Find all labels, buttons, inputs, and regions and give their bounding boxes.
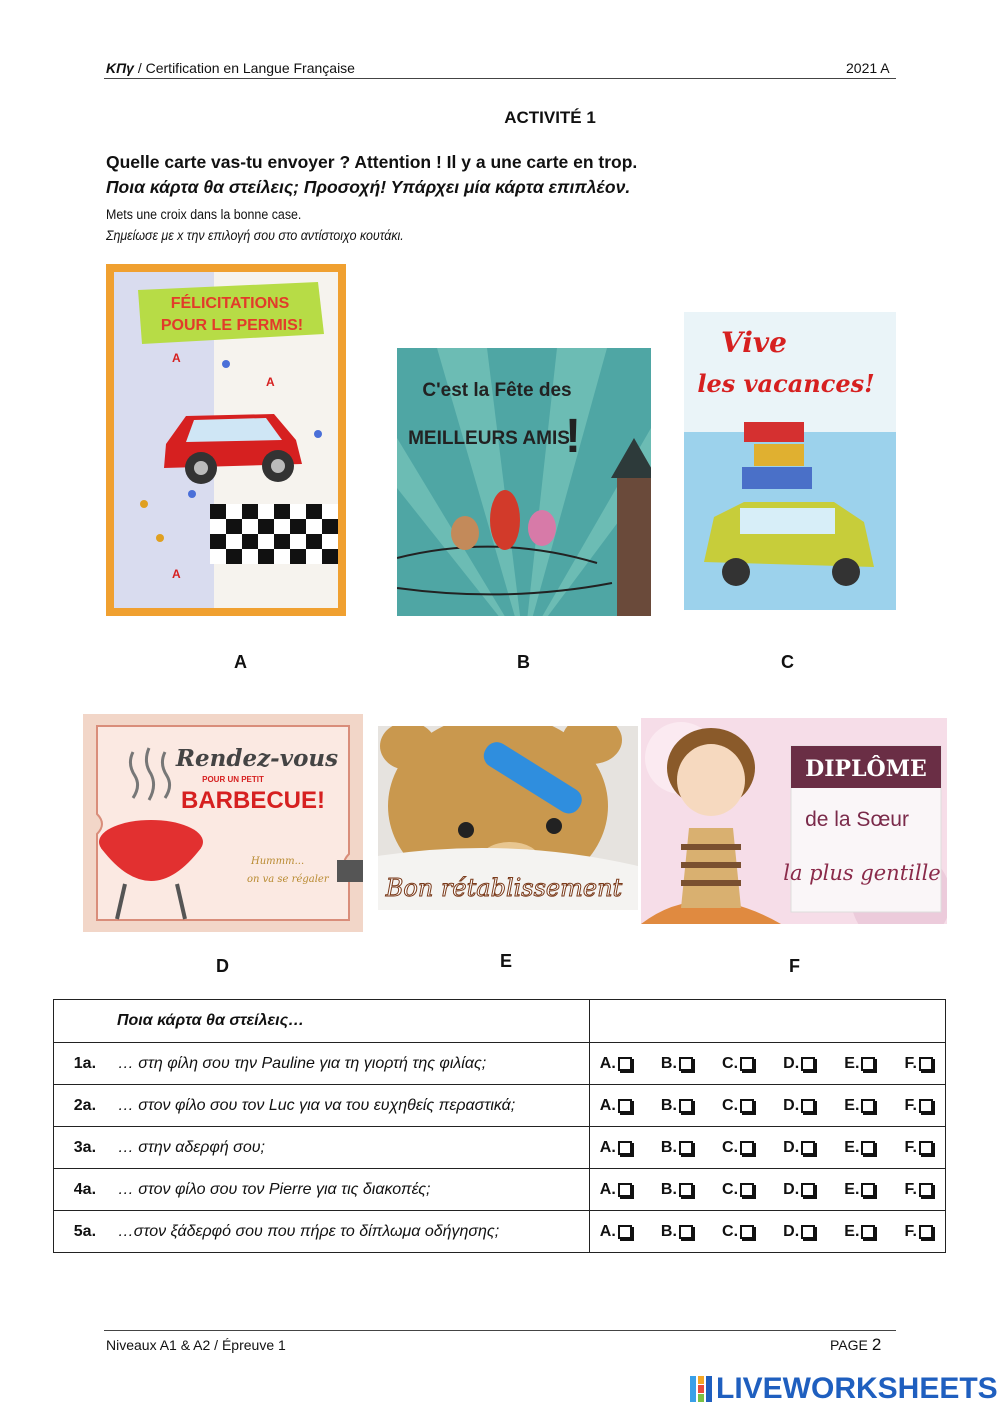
card-b-line1: C'est la Fête des bbox=[422, 380, 572, 401]
row-question-text: … στον φίλο σου τον Pierre για τις διακοπές; bbox=[116, 1169, 590, 1211]
row-options bbox=[589, 1085, 945, 1127]
card-f-line3: la plus gentille bbox=[783, 861, 941, 885]
page-number: 2 bbox=[871, 1335, 882, 1354]
option-label: E. bbox=[844, 1180, 860, 1198]
card-c-letter: C bbox=[781, 652, 794, 672]
brand-label: ΚΠγ bbox=[106, 60, 134, 76]
option-label: E. bbox=[844, 1096, 860, 1114]
row-options bbox=[589, 1043, 945, 1085]
card-d-letter: D bbox=[216, 956, 229, 976]
checkbox-icon[interactable] bbox=[679, 1141, 693, 1155]
option-label: F. bbox=[904, 1138, 917, 1156]
activity-title: ACTIVITÉ 1 bbox=[504, 108, 596, 127]
header-program bbox=[106, 60, 355, 76]
svg-text:A: A bbox=[172, 351, 181, 365]
table-header-cell bbox=[54, 1000, 590, 1043]
logo-mark-icon bbox=[690, 1376, 712, 1402]
option-label: C. bbox=[722, 1222, 739, 1240]
option-d-checkbox[interactable] bbox=[783, 1181, 815, 1199]
checkbox-icon[interactable] bbox=[919, 1057, 933, 1071]
option-label: E. bbox=[844, 1222, 860, 1240]
option-label: B. bbox=[660, 1180, 677, 1198]
checkbox-icon[interactable] bbox=[861, 1057, 875, 1071]
checkbox-icon[interactable] bbox=[679, 1057, 693, 1071]
option-a-checkbox[interactable] bbox=[600, 1055, 632, 1073]
liveworksheets-logo bbox=[690, 1372, 998, 1406]
instruction-el: Σημείωσε με x την επιλογή σου στο αντίστοιχο κουτάκι. bbox=[106, 228, 404, 243]
option-label: E. bbox=[844, 1054, 860, 1072]
row-options bbox=[589, 1169, 945, 1211]
table-row bbox=[54, 1043, 946, 1085]
row-question-text: … στην αδερφή σου; bbox=[116, 1127, 590, 1169]
option-label: B. bbox=[660, 1138, 677, 1156]
option-label: F. bbox=[904, 1222, 917, 1240]
option-b-checkbox[interactable] bbox=[661, 1223, 693, 1241]
checkbox-icon[interactable] bbox=[801, 1183, 815, 1197]
checkbox-icon[interactable] bbox=[618, 1099, 632, 1113]
checkbox-icon[interactable] bbox=[861, 1183, 875, 1197]
row-number: 4a. bbox=[54, 1169, 116, 1211]
option-b-checkbox[interactable] bbox=[661, 1055, 693, 1073]
card-d-line3: BARBECUE! bbox=[181, 787, 325, 814]
checkbox-icon[interactable] bbox=[618, 1057, 632, 1071]
table-header-row bbox=[54, 1000, 946, 1043]
card-f-letter: F bbox=[789, 956, 800, 976]
option-e-checkbox[interactable] bbox=[844, 1097, 875, 1115]
card-f-line1: DIPLÔME bbox=[805, 756, 927, 782]
card-a-image bbox=[106, 264, 346, 616]
option-c-checkbox[interactable] bbox=[722, 1097, 754, 1115]
card-c-line2: les vacances! bbox=[697, 369, 875, 398]
row-number: 1a. bbox=[54, 1043, 116, 1085]
option-label: F. bbox=[904, 1054, 917, 1072]
instruction-fr: Mets une croix dans la bonne case. bbox=[106, 207, 302, 222]
checkbox-icon[interactable] bbox=[740, 1057, 754, 1071]
card-f-line2: de la Sœur bbox=[805, 808, 909, 831]
card-e-line1: Bon rétablissement bbox=[385, 874, 623, 902]
option-d-checkbox[interactable] bbox=[783, 1055, 815, 1073]
table-row bbox=[54, 1127, 946, 1169]
option-label: F. bbox=[904, 1096, 917, 1114]
checkbox-icon[interactable] bbox=[919, 1183, 933, 1197]
card-f-image bbox=[641, 718, 947, 924]
option-e-checkbox[interactable] bbox=[844, 1223, 875, 1241]
checkbox-icon[interactable] bbox=[861, 1099, 875, 1113]
option-c-checkbox[interactable] bbox=[722, 1139, 754, 1157]
option-label: D. bbox=[783, 1054, 800, 1072]
card-d-line5: on va se régaler bbox=[247, 874, 329, 885]
svg-text:A: A bbox=[266, 375, 275, 389]
option-label: C. bbox=[722, 1180, 739, 1198]
svg-text:A: A bbox=[172, 567, 181, 581]
footer-divider bbox=[104, 1330, 896, 1331]
row-question-text: …στον ξάδερφό σου που πήρε το δίπλωμα οδήγησης; bbox=[116, 1211, 590, 1253]
card-a-line1: FÉLICITATIONS bbox=[170, 295, 290, 312]
answer-table bbox=[53, 999, 946, 1253]
row-question-text: … στη φίλη σου την Pauline για τη γιορτή της φιλίας; bbox=[116, 1043, 590, 1085]
option-label: B. bbox=[660, 1054, 677, 1072]
option-b-checkbox[interactable] bbox=[661, 1139, 693, 1157]
checkbox-icon[interactable] bbox=[919, 1225, 933, 1239]
option-label: F. bbox=[904, 1180, 917, 1198]
card-b-image bbox=[397, 348, 651, 616]
card-b-line2: MEILLEURS AMIS bbox=[408, 428, 570, 449]
option-label: C. bbox=[722, 1054, 739, 1072]
option-label: E. bbox=[844, 1138, 860, 1156]
checkbox-icon[interactable] bbox=[801, 1225, 815, 1239]
option-c-checkbox[interactable] bbox=[722, 1055, 754, 1073]
option-c-checkbox[interactable] bbox=[722, 1223, 754, 1241]
checkbox-icon[interactable] bbox=[861, 1141, 875, 1155]
checkbox-icon[interactable] bbox=[679, 1225, 693, 1239]
footer-page bbox=[830, 1335, 881, 1355]
option-label: B. bbox=[660, 1096, 677, 1114]
table-row bbox=[54, 1211, 946, 1253]
option-d-checkbox[interactable] bbox=[783, 1223, 815, 1241]
row-options bbox=[589, 1211, 945, 1253]
option-f-checkbox[interactable] bbox=[905, 1139, 933, 1157]
option-b-checkbox[interactable] bbox=[661, 1181, 693, 1199]
option-label: B. bbox=[660, 1222, 677, 1240]
checkbox-icon[interactable] bbox=[740, 1225, 754, 1239]
option-a-checkbox[interactable] bbox=[600, 1097, 632, 1115]
checkbox-icon[interactable] bbox=[801, 1057, 815, 1071]
table-header-options-cell bbox=[589, 1000, 945, 1043]
checkbox-icon[interactable] bbox=[861, 1225, 875, 1239]
card-e-image bbox=[378, 726, 638, 910]
option-f-checkbox[interactable] bbox=[905, 1223, 933, 1241]
checkbox-icon[interactable] bbox=[801, 1099, 815, 1113]
card-a-letter: A bbox=[234, 652, 247, 672]
watermark-text: LIVEWORKSHEETS bbox=[716, 1372, 998, 1405]
option-f-checkbox[interactable] bbox=[905, 1097, 933, 1115]
option-e-checkbox[interactable] bbox=[844, 1139, 875, 1157]
option-label: A. bbox=[599, 1054, 616, 1072]
option-e-checkbox[interactable] bbox=[844, 1181, 875, 1199]
option-label: D. bbox=[783, 1138, 800, 1156]
card-b-letter: B bbox=[517, 652, 530, 672]
row-question-text: … στον φίλο σου τον Luc για να του ευχηθείς περαστικά; bbox=[116, 1085, 590, 1127]
option-label: A. bbox=[599, 1180, 616, 1198]
option-d-checkbox[interactable] bbox=[783, 1097, 815, 1115]
question-el: Ποια κάρτα θα στείλεις; Προσοχή! Υπάρχει μία κάρτα επιπλέον. bbox=[106, 177, 631, 197]
checkbox-icon[interactable] bbox=[801, 1141, 815, 1155]
option-label: C. bbox=[722, 1096, 739, 1114]
footer-levels: Niveaux A1 & A2 / Épreuve 1 bbox=[106, 1337, 286, 1353]
option-label: D. bbox=[783, 1096, 800, 1114]
checkbox-icon[interactable] bbox=[618, 1225, 632, 1239]
checkbox-icon[interactable] bbox=[679, 1099, 693, 1113]
option-label: A. bbox=[599, 1096, 616, 1114]
option-a-checkbox[interactable] bbox=[600, 1223, 632, 1241]
checkbox-icon[interactable] bbox=[740, 1099, 754, 1113]
option-a-checkbox[interactable] bbox=[600, 1139, 632, 1157]
card-d-line1: Rendez-vous bbox=[175, 745, 339, 772]
option-label: A. bbox=[599, 1222, 616, 1240]
checkbox-icon[interactable] bbox=[740, 1183, 754, 1197]
option-d-checkbox[interactable] bbox=[783, 1139, 815, 1157]
header-year: 2021 A bbox=[846, 60, 890, 76]
table-header-text: Ποια κάρτα θα στείλεις… bbox=[117, 1012, 305, 1029]
header-divider bbox=[104, 78, 896, 79]
program-label: / Certification en Langue Française bbox=[133, 60, 355, 76]
checkbox-icon[interactable] bbox=[618, 1141, 632, 1155]
option-e-checkbox[interactable] bbox=[844, 1055, 875, 1073]
option-c-checkbox[interactable] bbox=[722, 1181, 754, 1199]
checkbox-icon[interactable] bbox=[919, 1099, 933, 1113]
row-number: 3a. bbox=[54, 1127, 116, 1169]
card-e-letter: E bbox=[500, 951, 513, 971]
option-f-checkbox[interactable] bbox=[905, 1181, 933, 1199]
option-label: D. bbox=[783, 1222, 800, 1240]
page-label: PAGE bbox=[830, 1337, 868, 1353]
row-number: 5a. bbox=[54, 1211, 116, 1253]
checkbox-icon[interactable] bbox=[740, 1141, 754, 1155]
option-a-checkbox[interactable] bbox=[600, 1181, 632, 1199]
option-b-checkbox[interactable] bbox=[661, 1097, 693, 1115]
card-d-image bbox=[83, 714, 363, 932]
card-d-line4: Hummm... bbox=[251, 856, 305, 867]
svg-text:!: ! bbox=[565, 410, 581, 463]
table-row bbox=[54, 1085, 946, 1127]
row-number: 2a. bbox=[54, 1085, 116, 1127]
checkbox-icon[interactable] bbox=[919, 1141, 933, 1155]
card-c-image bbox=[684, 312, 896, 610]
question-fr: Quelle carte vas-tu envoyer ? Attention ! Il y a une carte en trop. bbox=[106, 152, 638, 172]
row-options bbox=[589, 1127, 945, 1169]
option-f-checkbox[interactable] bbox=[905, 1055, 933, 1073]
checkbox-icon[interactable] bbox=[679, 1183, 693, 1197]
option-label: D. bbox=[783, 1180, 800, 1198]
checkbox-icon[interactable] bbox=[618, 1183, 632, 1197]
card-c-line1: Vive bbox=[721, 326, 787, 359]
card-a-line2: POUR LE PERMIS! bbox=[160, 317, 304, 334]
option-label: A. bbox=[599, 1138, 616, 1156]
table-row bbox=[54, 1169, 946, 1211]
card-d-line2: POUR UN PETIT bbox=[202, 775, 264, 784]
option-label: C. bbox=[722, 1138, 739, 1156]
